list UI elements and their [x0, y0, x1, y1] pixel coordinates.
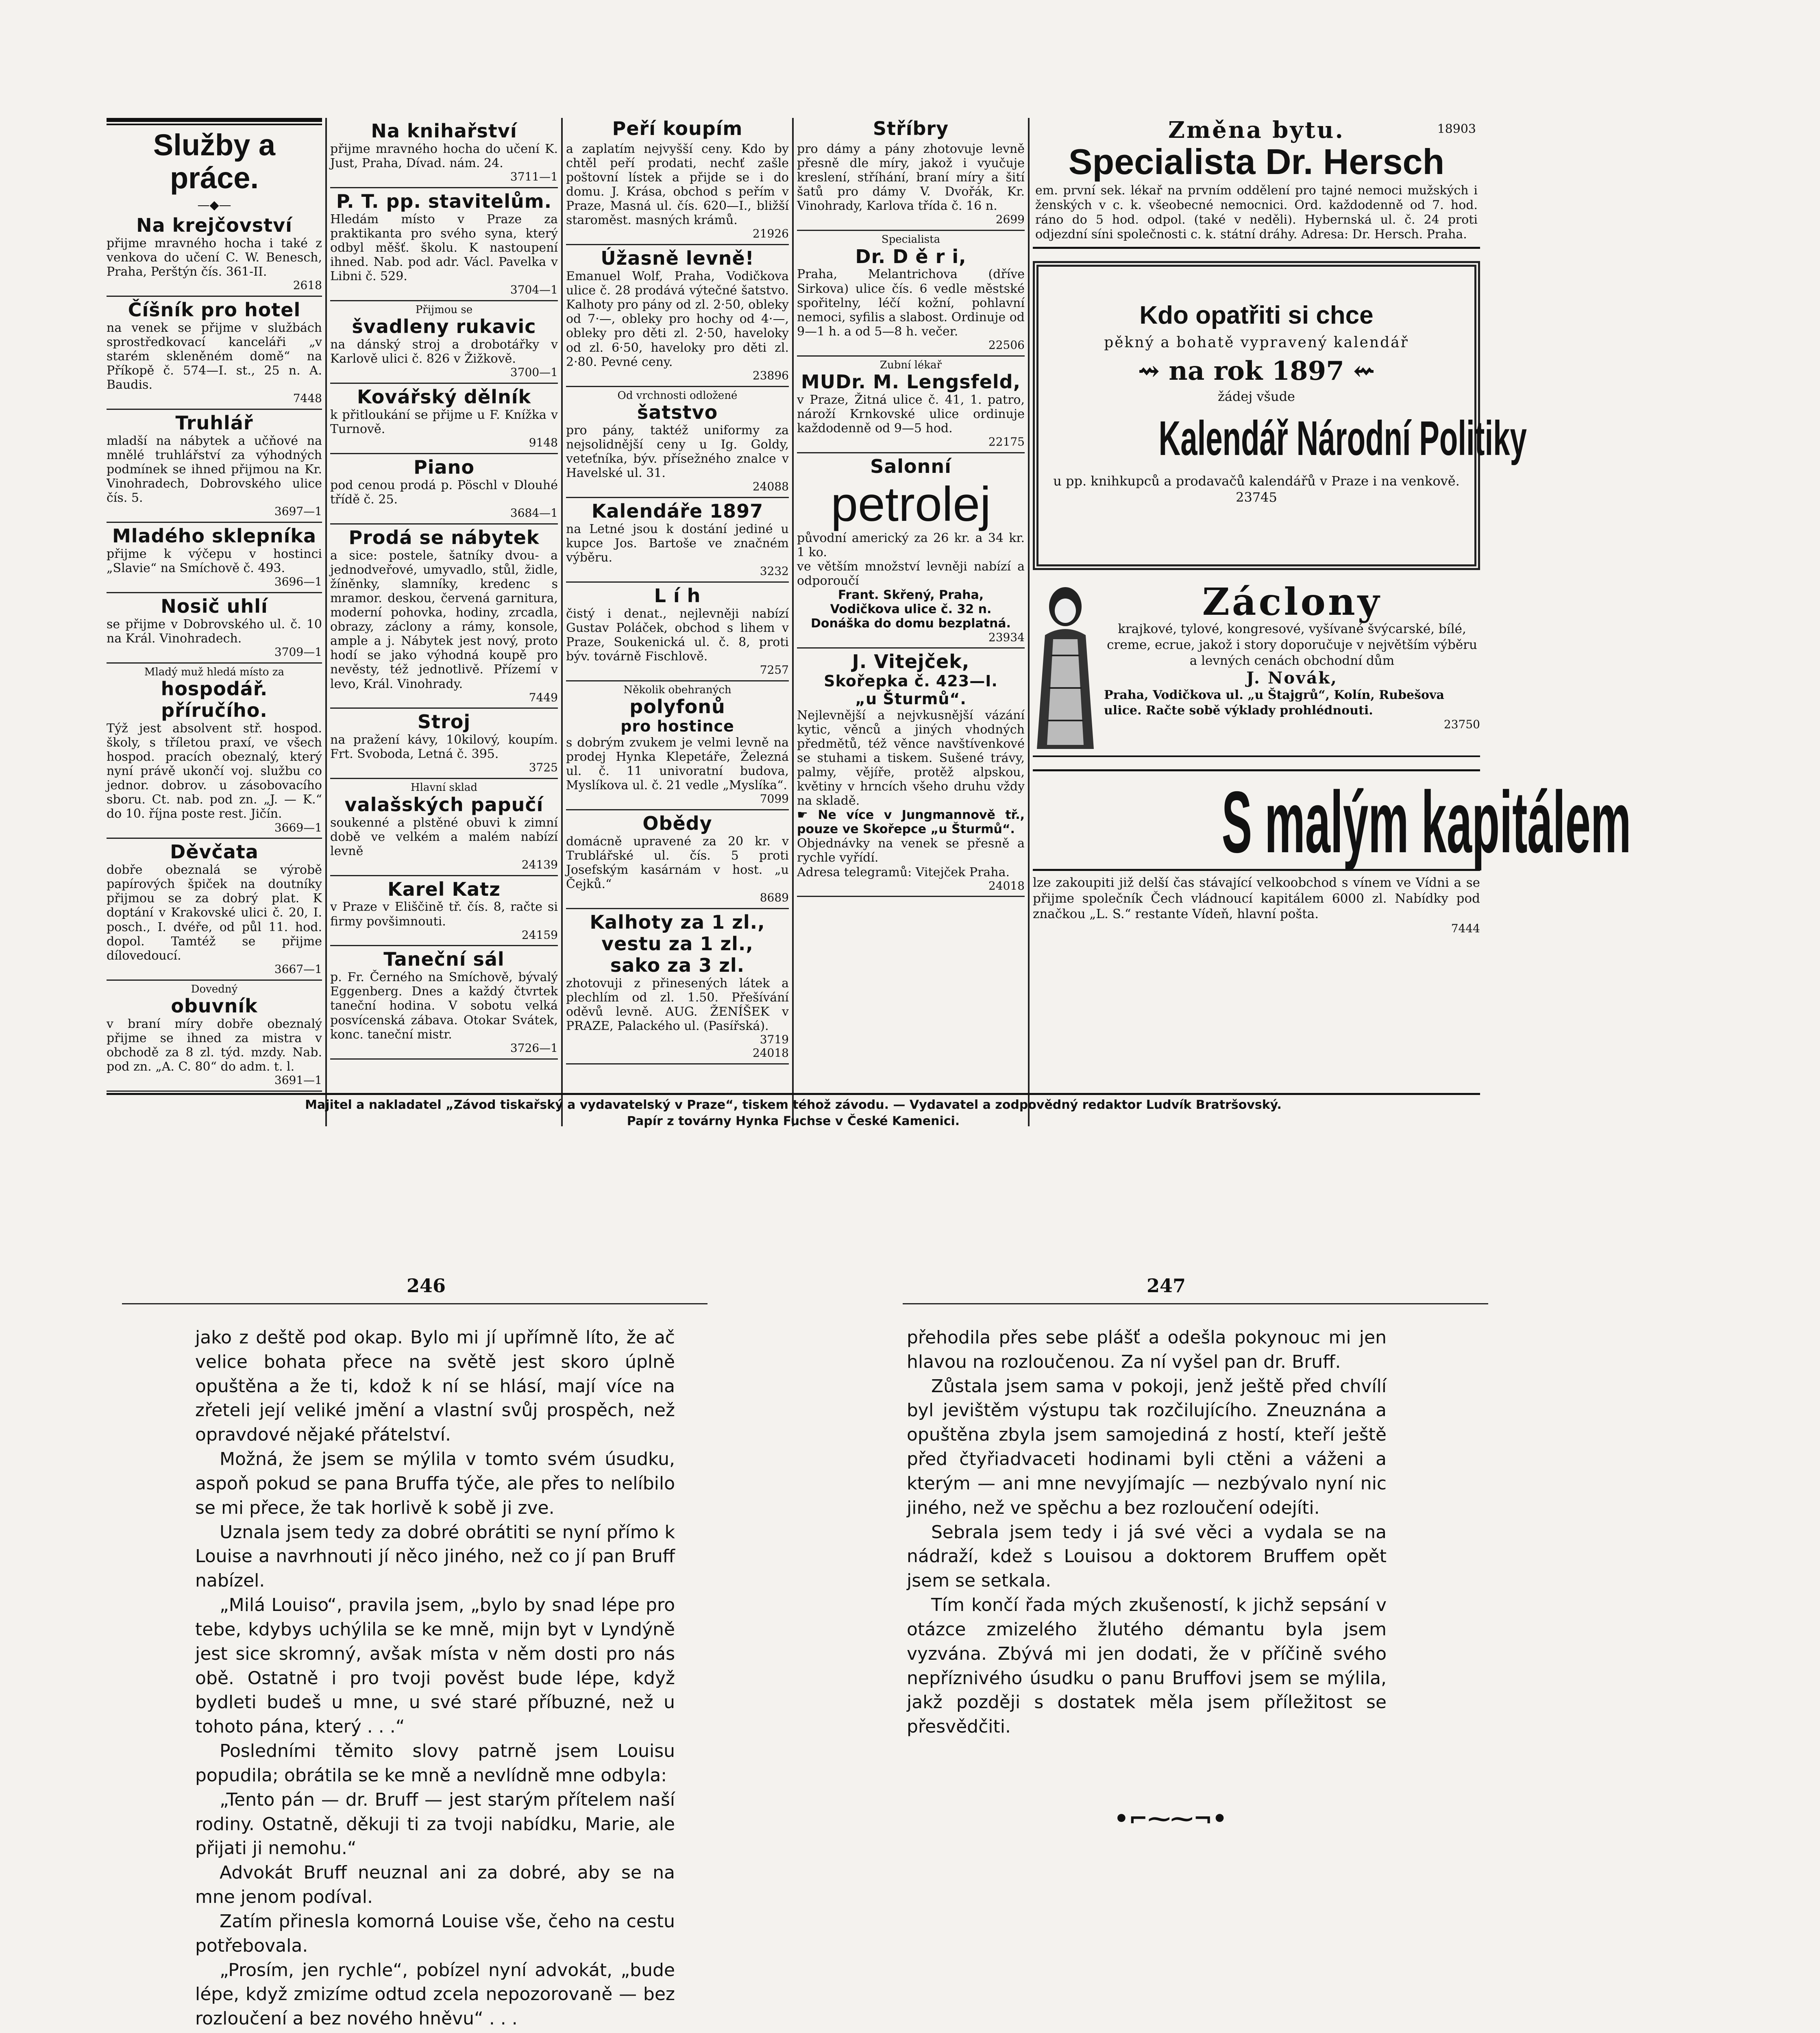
- ad-number: 24018: [752, 1046, 789, 1060]
- divider: —◆—: [197, 198, 231, 212]
- rule: [1033, 247, 1480, 249]
- ad-body: Adresa telegramů: Vitejček Praha.: [797, 865, 1010, 879]
- ad-title: Dr. D ě r i,: [855, 245, 967, 268]
- paragraph: „Tento pán — dr. Bruff — jest starým přítelem naší rodiny. Ostatně, děkuji ti za tvoji nabídku, Marie, ale přijati ji nemohu.“: [195, 1789, 675, 1859]
- ad-title: obuvník: [171, 995, 258, 1017]
- ad-body: přijme mravného hocha i také z venkova do učení C. W. Benesch, Praha, Perštýn čís. 361-II.: [107, 236, 322, 279]
- paragraph: Uznala jsem tedy za dobré obrátiti se nyní přímo k Louise a navrhnouti jí něco jiného, než co jí pan Bruff nabízel.: [195, 1521, 675, 1591]
- ad-block: [330, 779, 558, 876]
- ad-emphasis: ☛ Ne více v Jungmannově tř., pouze ve Skořepce „u Šturmů“.: [797, 808, 1025, 837]
- rule: [107, 1093, 1480, 1095]
- paragraph: Tím končí řada mých zkušeností, k jichž sepsání v otázce zmizelého žlutého démantu byla jsem vyzvána. Zbývá mi jen dodati, že v příčině svého nepříznivého úsudku o panu Bruffovi jsem se mýlila, jakž později s dostatek měla jsem příležitost se přesvědčiti.: [907, 1595, 1387, 1737]
- ad-block: [330, 876, 558, 947]
- ad-number: 3691—1: [274, 1073, 322, 1087]
- ad-block: [107, 664, 322, 839]
- ad-block: [566, 681, 789, 810]
- move-notice: [1033, 118, 1480, 142]
- ad-block: [797, 231, 1025, 357]
- ad-title: Úžasně levně!: [601, 247, 754, 270]
- ad-block: [566, 139, 789, 245]
- ad-headline: petrolej: [831, 477, 991, 531]
- ad-number: 24018: [988, 879, 1025, 892]
- ad-title: L í h: [654, 584, 701, 607]
- ad-number: 7257: [760, 663, 789, 677]
- curtain-addr: Praha, Vodičkova ul. „u Štajgrů“, Kolín, Rubešova ulice. Račte sobě výklady prohlédnouti.: [1104, 688, 1444, 718]
- ad-title: hospodář. příručího.: [161, 678, 268, 721]
- page-rule-left: [122, 1303, 708, 1304]
- ad-title: Kovářský dělník: [357, 386, 531, 408]
- ad-block: [107, 523, 322, 593]
- book-page-right: [907, 1326, 1387, 1976]
- ad-block: [107, 297, 322, 410]
- ad-kicker: Zubní lékař: [880, 359, 942, 371]
- column-rule: [792, 118, 794, 1126]
- column-3: [566, 118, 789, 1130]
- ad-block: [330, 525, 558, 709]
- ad-body: Emanuel Wolf, Praha, Vodičkova ulice č. 28 prodává výtečné šatstvo. Kalhoty pro pány od zl. 2·50, obleky od 7·—, obleky pro hochy od 4·—, obleky pro děti zl. 2·50, haveloky od zl. 6·50, haveloky pro děti zl. 2·80. Pevné ceny.: [566, 269, 789, 369]
- ad-block: [330, 384, 558, 454]
- hersch-title: Specialista Dr. Hersch: [1068, 141, 1445, 182]
- ad-number: 3709—1: [274, 645, 322, 659]
- column-rule: [1028, 118, 1030, 1126]
- ad-number: 23934: [988, 630, 1025, 644]
- capital-body: lze zakoupiti již delší čas stávající velkoobchod s vínem ve Vídni a se přijme společník Čech vládnoucí kapitálem 6000 zl. Nabídky pod značkou „L. S.“ restante Vídeň, hlavní pošta.: [1033, 875, 1480, 922]
- ad-number: 7099: [760, 792, 789, 806]
- ad-number: 2618: [293, 279, 322, 292]
- ad-title: švadleny rukavic: [352, 316, 536, 338]
- ad-body: v Praze v Eliščině tř. čís. 8, račte si firmy povšimnouti.: [330, 900, 558, 929]
- paragraph: „Milá Louiso“, pravila jsem, „bylo by snad lépe pro tebe, kdybys uchýlila se ke mně, mijn byt v Lyndýně jest sice skromný, avšak místa v něm dosti pro nás obě. Ostatně i pro tvoji pověst bude lépe, když bydleti budeš u mne, u své staré příbuzné, než u tohoto pána, který . . .“: [195, 1595, 675, 1737]
- paragraph: „Prosím, jen rychle“, pobízel nyní advokát, „bude lépe, když zmizíme odtud zcela nepozorovaně — bez rozloučení a bez nového hněvu“ . . .: [195, 1959, 675, 2029]
- capital-ad: [1033, 769, 1631, 936]
- ad-title: Stroj: [417, 711, 471, 733]
- ad-body: Hledám místo v Praze za praktikanta pro svého syna, který odbyl měšť. školu. K nastoupení ihned. Nab. pod adr. Václ. Pavelka v Libni č. 529.: [330, 212, 558, 284]
- ad-block: [107, 212, 322, 297]
- book-page-left: [195, 1326, 675, 2033]
- ad-number: 2699: [995, 213, 1025, 226]
- hersch-body: em. první sek. lékař na prvním oddělení pro tajné nemoci mužských i ženských v c. k. všeobecné nemocnici. Ord. každodenně od 7. hod. ráno do 5 hod. odpol. (také v neděli). Hybernská ul. č. 24 proti odjezdní síni společnosti c. k. státní dráhy. Adresa: Dr. Hersch. Praha.: [1035, 183, 1478, 242]
- rule: [107, 118, 322, 122]
- ad-body: původní americký za 26 kr. a 34 kr. 1 ko.: [797, 531, 1025, 559]
- ad-body: a zaplatím nejvyšší ceny. Kdo by chtěl peří prodati, nechť zašle poštovní lístek a přijde se i do domu. J. Krása, obchod s peřím v Praze, Masná ul. čís. 620—I., bližší staroměst. masných krámů.: [566, 141, 789, 228]
- ad-block: [797, 453, 1025, 649]
- paragraph: Sebrala jsem tedy i já své věci a vydala se na nádraží, kdež s Louisou a doktorem Bruffem opět jsem se setkala.: [907, 1521, 1387, 1591]
- paragraph: Zůstala jsem sama v pokoji, jenž ještě před chvílí byl jevištěm výstupu tak rozčilujícího. Zneuznána a opuštěna zbyla jsem samojediná z hostí, kteří ještě před čtyřiadvaceti hodinami byli ctěni a váženi a kterým — ani mne nevyjímajíc — nezbývalo nyní nic jiného, než ve spěchu a bez rozloučení odejíti.: [907, 1376, 1387, 1518]
- ad-body: v Praze, Žitná ulice č. 41, 1. patro, nároží Krnkovské ulice ordinuje každodenně od 9—5 hod.: [797, 392, 1025, 436]
- ad-number: 24159: [521, 928, 558, 942]
- curtains-ad: [1033, 579, 1480, 757]
- ad-firm: Vodičkova ulice č. 32 n.: [830, 602, 992, 617]
- ad-title: Truhlář: [175, 411, 253, 434]
- ad-kicker: Přijmou se: [415, 303, 473, 316]
- ad-number: 3684—1: [510, 506, 558, 520]
- capital-title: S malým kapitálem: [1221, 773, 1631, 871]
- ad-block: [107, 839, 322, 980]
- ad-block: [330, 188, 558, 301]
- ad-body: pod cenou prodá p. Pöschl v Dlouhé třídě č. 25.: [330, 478, 558, 507]
- ad-title: Prodá se nábytek: [348, 526, 540, 549]
- ad-number: 3711—1: [510, 170, 558, 184]
- ad-number: 3725: [529, 761, 558, 775]
- ad-body: soukenné a plstěné obuvi k zimní době ve velkém a malém nabízí levně: [330, 815, 558, 858]
- paragraph: Posledními těmito slovy patrně jsem Louisu popudila; obrátila se ke mně a nevlídně mne odbyla:: [195, 1741, 675, 1786]
- ad-block: [107, 981, 322, 1092]
- ad-block: [797, 649, 1025, 897]
- cal-question: Kdo opatřiti si chce: [1139, 301, 1374, 329]
- ad-note: Donáška do domu bezplatná.: [811, 616, 1011, 631]
- ad-number: 7449: [529, 690, 558, 704]
- ad-body: pro dámy a pány zhotovuje levně přesně dle míry, jakož i vyučuje kreslení, stříhání, braní míry a šití šatů pro dámy V. Dvořák, Kr. Vinohrady, Karlova třída č. 16 n.: [797, 141, 1025, 213]
- ad-body: dobře obeznalá se výrobě papírových špiček na doutníky přijmou se za dobrý plat. K doptání v Krakovské ulici č. 20, I. posch., I. dvéře, od půl 11. hod. dopol. Tamtéž se přijme dílovedoucí.: [107, 863, 322, 963]
- ad-body: Praha, Melantrichova (dříve Sirkova) ulice čís. 6 vedle městské spořitelny, léčí kožní, pohlavní nemoci, syfilis a slabost. Ordinuje od 9—1 h. a od 5—8 h. večer.: [797, 267, 1025, 339]
- ad-title: Kalendáře 1897: [591, 500, 764, 522]
- section-title: Služby a práce.: [153, 128, 276, 195]
- paragraph: přehodila přes sebe plášť a odešla pokynouc mi jen hlavou na rozloučenou. Za ní vyšel pan dr. Bruff.: [907, 1327, 1387, 1372]
- ad-number: 3700—1: [510, 366, 558, 379]
- ad-title: Piano: [414, 456, 475, 478]
- ad-number: 24139: [521, 858, 558, 871]
- ad-firm: Frant. Skřený, Praha,: [838, 588, 984, 603]
- cal-where: [1046, 473, 1467, 505]
- column-rule: [561, 118, 563, 1126]
- ad-title: Stříbry: [873, 118, 949, 139]
- ad-body: Nejlevnější a nejvkusnější vázání kytic, věnců a jiných vhodných předmětů, též věnce navštívenkové se stuhami a tiskem. Sušené trávy, palmy, vějíře, protěž alpskou, květiny v hrncích všeho druhu vždy na skladě.: [797, 708, 1025, 808]
- ad-body: ve větším množství levněji nabízí a odporoučí: [797, 559, 1025, 588]
- curtain-firm: J. Novák,: [1246, 668, 1338, 688]
- column-2: [330, 118, 558, 1130]
- ad-body: na pražení kávy, 10kilový, koupím. Frt. Svoboda, Letná č. 395.: [330, 733, 558, 762]
- curtain-title: Záclony: [1202, 579, 1382, 624]
- imprint-line-2: Papír z továrny Hynka Fuchse v České Kamenici.: [627, 1114, 960, 1128]
- cal-ask: žádej všude: [1218, 389, 1295, 405]
- ad-block: [330, 118, 558, 188]
- ad-body: domácně upravené za 20 kr. v Trublářské ul. čís. 5 proti Josefským kasárnám v host. „u Čejků.“: [566, 834, 789, 892]
- ad-number: 7444: [1451, 922, 1480, 936]
- ad-number: 23745: [1236, 489, 1277, 505]
- ad-body: přijme k výčepu v hostinci „Slavie“ na Smíchově č. 493.: [107, 546, 322, 575]
- ad-body: na Letné jsou k dostání jediné u kupce Jos. Bartoše ve značném výběru.: [566, 522, 789, 565]
- column-1: [107, 118, 322, 1130]
- arrow-left-icon: ⇜: [1344, 356, 1375, 387]
- ad-kicker: Mladý muž hledá místo za: [144, 666, 285, 678]
- ad-body: Objednávky na venek se přesně a rychle vyřídí.: [797, 836, 1025, 865]
- ad-title: MUDr. M. Lengsfeld,: [801, 371, 1021, 393]
- ad-block: [330, 301, 558, 384]
- imprint-line-1: Majitel a nakladatel „Závod tiskařský a vydavatelský v Praze“, tiskem téhož závodu. — Vydavatel a zodpovědný redaktor Ludvík Bratršovský.: [305, 1098, 1282, 1112]
- ad-number: 3726—1: [510, 1041, 558, 1055]
- ad-block: [107, 410, 322, 523]
- ad-number: 3719: [760, 1033, 789, 1047]
- ad-title: Na krejčovství: [136, 214, 292, 236]
- ad-title: Kalhoty za 1 zl.,: [590, 911, 765, 933]
- ad-body: pro pány, taktéž uniformy za nejsolidnější ceny u Ig. Goldy, veteťníka, býv. přísežného znalce v Havelské ul. 31.: [566, 423, 789, 481]
- ad-kicker: Od vrchnosti odložené: [617, 389, 738, 402]
- lady-illustration-icon: [1033, 582, 1098, 753]
- ad-block: [330, 709, 558, 779]
- ad-block: [566, 810, 789, 909]
- ad-body: p. Fr. Černého na Smíchově, bývalý Eggenberg. Dnes a každý čtvrtek taneční hodina. V sobotu velká posvícenská zábava. Otokar Svátek, konc. taneční mistr.: [330, 970, 558, 1042]
- ad-title: Děvčata: [170, 841, 259, 863]
- paragraph: jako z deště pod okap. Bylo mi jí upřímně líto, že ač velice bohata přece na světě jest skoro úplně opuštěna a že ti, kdož k ní se hlásí, mají více na zřeteli její veliké jmění a vlastní svůj prospěch, než opravdové nějaké přátelství.: [195, 1327, 675, 1445]
- ad-body: na dánský stroj a drobotářky v Karlově ulici č. 826 v Žižkově.: [330, 337, 558, 366]
- ad-number: 23750: [1443, 718, 1480, 731]
- curtain-body: krajkové, tylové, kongresové, vyšívané švýcarské, bílé, creme, ecrue, jakož i story doporučuje v největším výběru a levných cenách obchodní dům: [1107, 622, 1477, 668]
- ads-list: [566, 139, 789, 1064]
- ad-kicker: Několik obehraných: [623, 683, 731, 696]
- ad-block: [330, 454, 558, 525]
- ad-body: přijme mravného hocha do učení K. Just, Praha, Dívad. nám. 24.: [330, 141, 558, 170]
- ad-subtitle: pro hostince: [620, 717, 734, 736]
- end-ornament: •⌐⁓⁓¬•: [1114, 1805, 1227, 1832]
- page-number-left: 246: [407, 1275, 446, 1297]
- ad-block: [566, 245, 789, 387]
- ad-number: 3704—1: [510, 283, 558, 297]
- arrow-right-icon: ⇝: [1138, 356, 1169, 387]
- ad-number: 3696—1: [274, 575, 322, 589]
- ad-body: na venek se přijme v službách sprostředkovací kanceláři „v starém skleněném domě“ na Příkopě č. 574—I. st., 25 n. A. Baudis.: [107, 320, 322, 392]
- ad-kicker: Specialista: [881, 233, 940, 246]
- ad-title: Mladého sklepníka: [112, 525, 317, 547]
- move-title: Změna bytu.: [1168, 117, 1345, 144]
- ad-body: a sice: postele, šatníky dvou- a jednodveřové, umyvadlo, stůl, židle, žíněnky, slamníky, kredenc s mramor. deskou, červená garnitura, moderní pohovka, hodiny, zrcadla, obrazy, záclony a rámy, konsole, ample a j. Nábytek jest nový, proto hodí se jako výhodná koupě pro nevěsty, též jednotlivě. Přízemí v levo, Král. Vinohrady.: [330, 548, 558, 691]
- ad-block: [797, 139, 1025, 231]
- ad-title: Salonní: [870, 455, 951, 477]
- ad-title: sako za 3 zl.: [610, 954, 745, 976]
- ad-number: 22506: [988, 338, 1025, 352]
- cal-year: [1046, 356, 1467, 387]
- ad-number: 24088: [752, 480, 789, 494]
- ad-number: 3669—1: [274, 821, 322, 834]
- ad-title: valašských papučí: [344, 793, 544, 816]
- ad-number: 18903: [1437, 122, 1476, 136]
- ad-number: 7448: [293, 392, 322, 405]
- ad-title: polyfonů: [629, 696, 725, 718]
- ad-number: 8689: [760, 891, 789, 905]
- cal-year-text: na rok 1897: [1169, 356, 1344, 387]
- ad-number: 3667—1: [274, 962, 322, 976]
- ads-list: [107, 212, 322, 1092]
- ad-kicker: Dovedný: [191, 983, 238, 995]
- paragraph: [195, 2031, 675, 2033]
- ad-body: v braní míry dobře obeznalý přijme se ihned za mistra v obchodě za 8 zl. týd. mzdy. Nab. pod zn. „A. C. 80“ do adm. t. l.: [107, 1016, 322, 1074]
- paragraph: Možná, že jsem se mýlila v tomto svém úsudku, aspoň pokud se pana Bruffa týče, ale přes to nelíbilo se mi přece, že tak horlivě k sobě ji zve.: [195, 1449, 675, 1518]
- column-4: [797, 118, 1025, 1130]
- ad-title: Taneční sál: [383, 948, 505, 971]
- ad-body: s dobrým zvukem je velmi levně na prodej Hynka Klepetáře, Železná ul. č. 11 univoratní budova, Myslíkova ul. č. 21 vedle „Myslíka“.: [566, 735, 789, 793]
- calendar-ad: [1033, 261, 1527, 570]
- ad-title: Číšník pro hotel: [128, 298, 301, 321]
- ad-title: Na knihařství: [371, 120, 517, 142]
- ad-body: k přitloukání se přijme u F. Knížka v Turnově.: [330, 408, 558, 437]
- ad-title: P. T. pp. stavitelům.: [336, 190, 552, 212]
- ad-title: šatstvo: [637, 401, 718, 423]
- page-rule-right: [903, 1303, 1488, 1304]
- ad-title: Obědy: [642, 812, 712, 834]
- cal-where-text: u pp. knihkupců a prodavačů kalendářů v Praze i na venkově.: [1053, 473, 1460, 489]
- ad-kicker: Hlavní sklad: [410, 781, 478, 794]
- ad-block: [797, 357, 1025, 453]
- ad-block: [566, 583, 789, 681]
- ad-subtitle: „u Šturmů“.: [855, 690, 967, 708]
- ad-body: mladší na nábytek a učňové na mnělé truhlářství za výhodných podmínek se ihned přijmou na Kr. Vinohradech, Dobrovského ulice čís. 5.: [107, 433, 322, 505]
- cal-line: pěkný a bohatě vypravený kalendář: [1104, 334, 1409, 351]
- column-rule: [325, 118, 327, 1126]
- ad-number: 9148: [529, 436, 558, 450]
- paragraph: Advokát Bruff neuznal ani za dobré, aby se na mne jenom podíval.: [195, 1862, 675, 1908]
- ad-body: Týž jest absolvent stř. hospod. školy, s tříletou praxí, ve všech hospod. pracích obeznalý, který nyní právě ukončí voj. službu co jednor. dobrov. u zásobovacího sboru. Ct. nab. pod zn. „J. — K.“ do 10. října poste rest. Jičín.: [107, 721, 322, 821]
- ad-number: 23896: [752, 368, 789, 382]
- ad-title: Nosič uhlí: [161, 595, 268, 617]
- ad-title: vestu za 1 zl.,: [601, 932, 753, 955]
- ads-list: [797, 139, 1025, 897]
- ad-title: J. Vitejček,: [852, 651, 970, 673]
- ad-number: 3232: [760, 564, 789, 578]
- ad-block: [107, 593, 322, 664]
- column-5: [1033, 117, 1631, 1130]
- ad-number: 22175: [988, 435, 1025, 449]
- paragraph: Zatím přinesla komorná Louise vše, čeho na cestu potřebovala.: [195, 1911, 675, 1956]
- ad-block: [566, 498, 789, 583]
- ad-number: 3697—1: [274, 505, 322, 518]
- ad-block: [566, 387, 789, 498]
- ad-body: zhotovuji z přinesených látek a plechlím od zl. 1.50. Přešívání oděvů levně. AUG. ŽENÍŠEK v PRAZE, Palackého ul. (Pasířská).: [566, 976, 789, 1033]
- ad-block: [330, 946, 558, 1059]
- ads-list: [330, 118, 558, 1060]
- ad-title: Karel Katz: [388, 878, 501, 900]
- ad-title: Peří koupím: [612, 118, 743, 139]
- ad-subtitle: Skořepka č. 423—I.: [824, 672, 998, 690]
- page-number-right: 247: [1147, 1275, 1186, 1297]
- ad-body: se přijme v Dobrovského ul. č. 10 na Král. Vinohradech.: [107, 617, 322, 646]
- ad-number: 21926: [752, 227, 789, 241]
- ad-block: [566, 909, 789, 1064]
- cal-name: Kalendář Národní Politiky: [1158, 411, 1527, 466]
- ad-body: čistý i denat., nejlevněji nabízí Gustav Poláček, obchod s lihem v Praze, Soukenická ul. č. 8, proti býv. továrně Fischlově.: [566, 606, 789, 664]
